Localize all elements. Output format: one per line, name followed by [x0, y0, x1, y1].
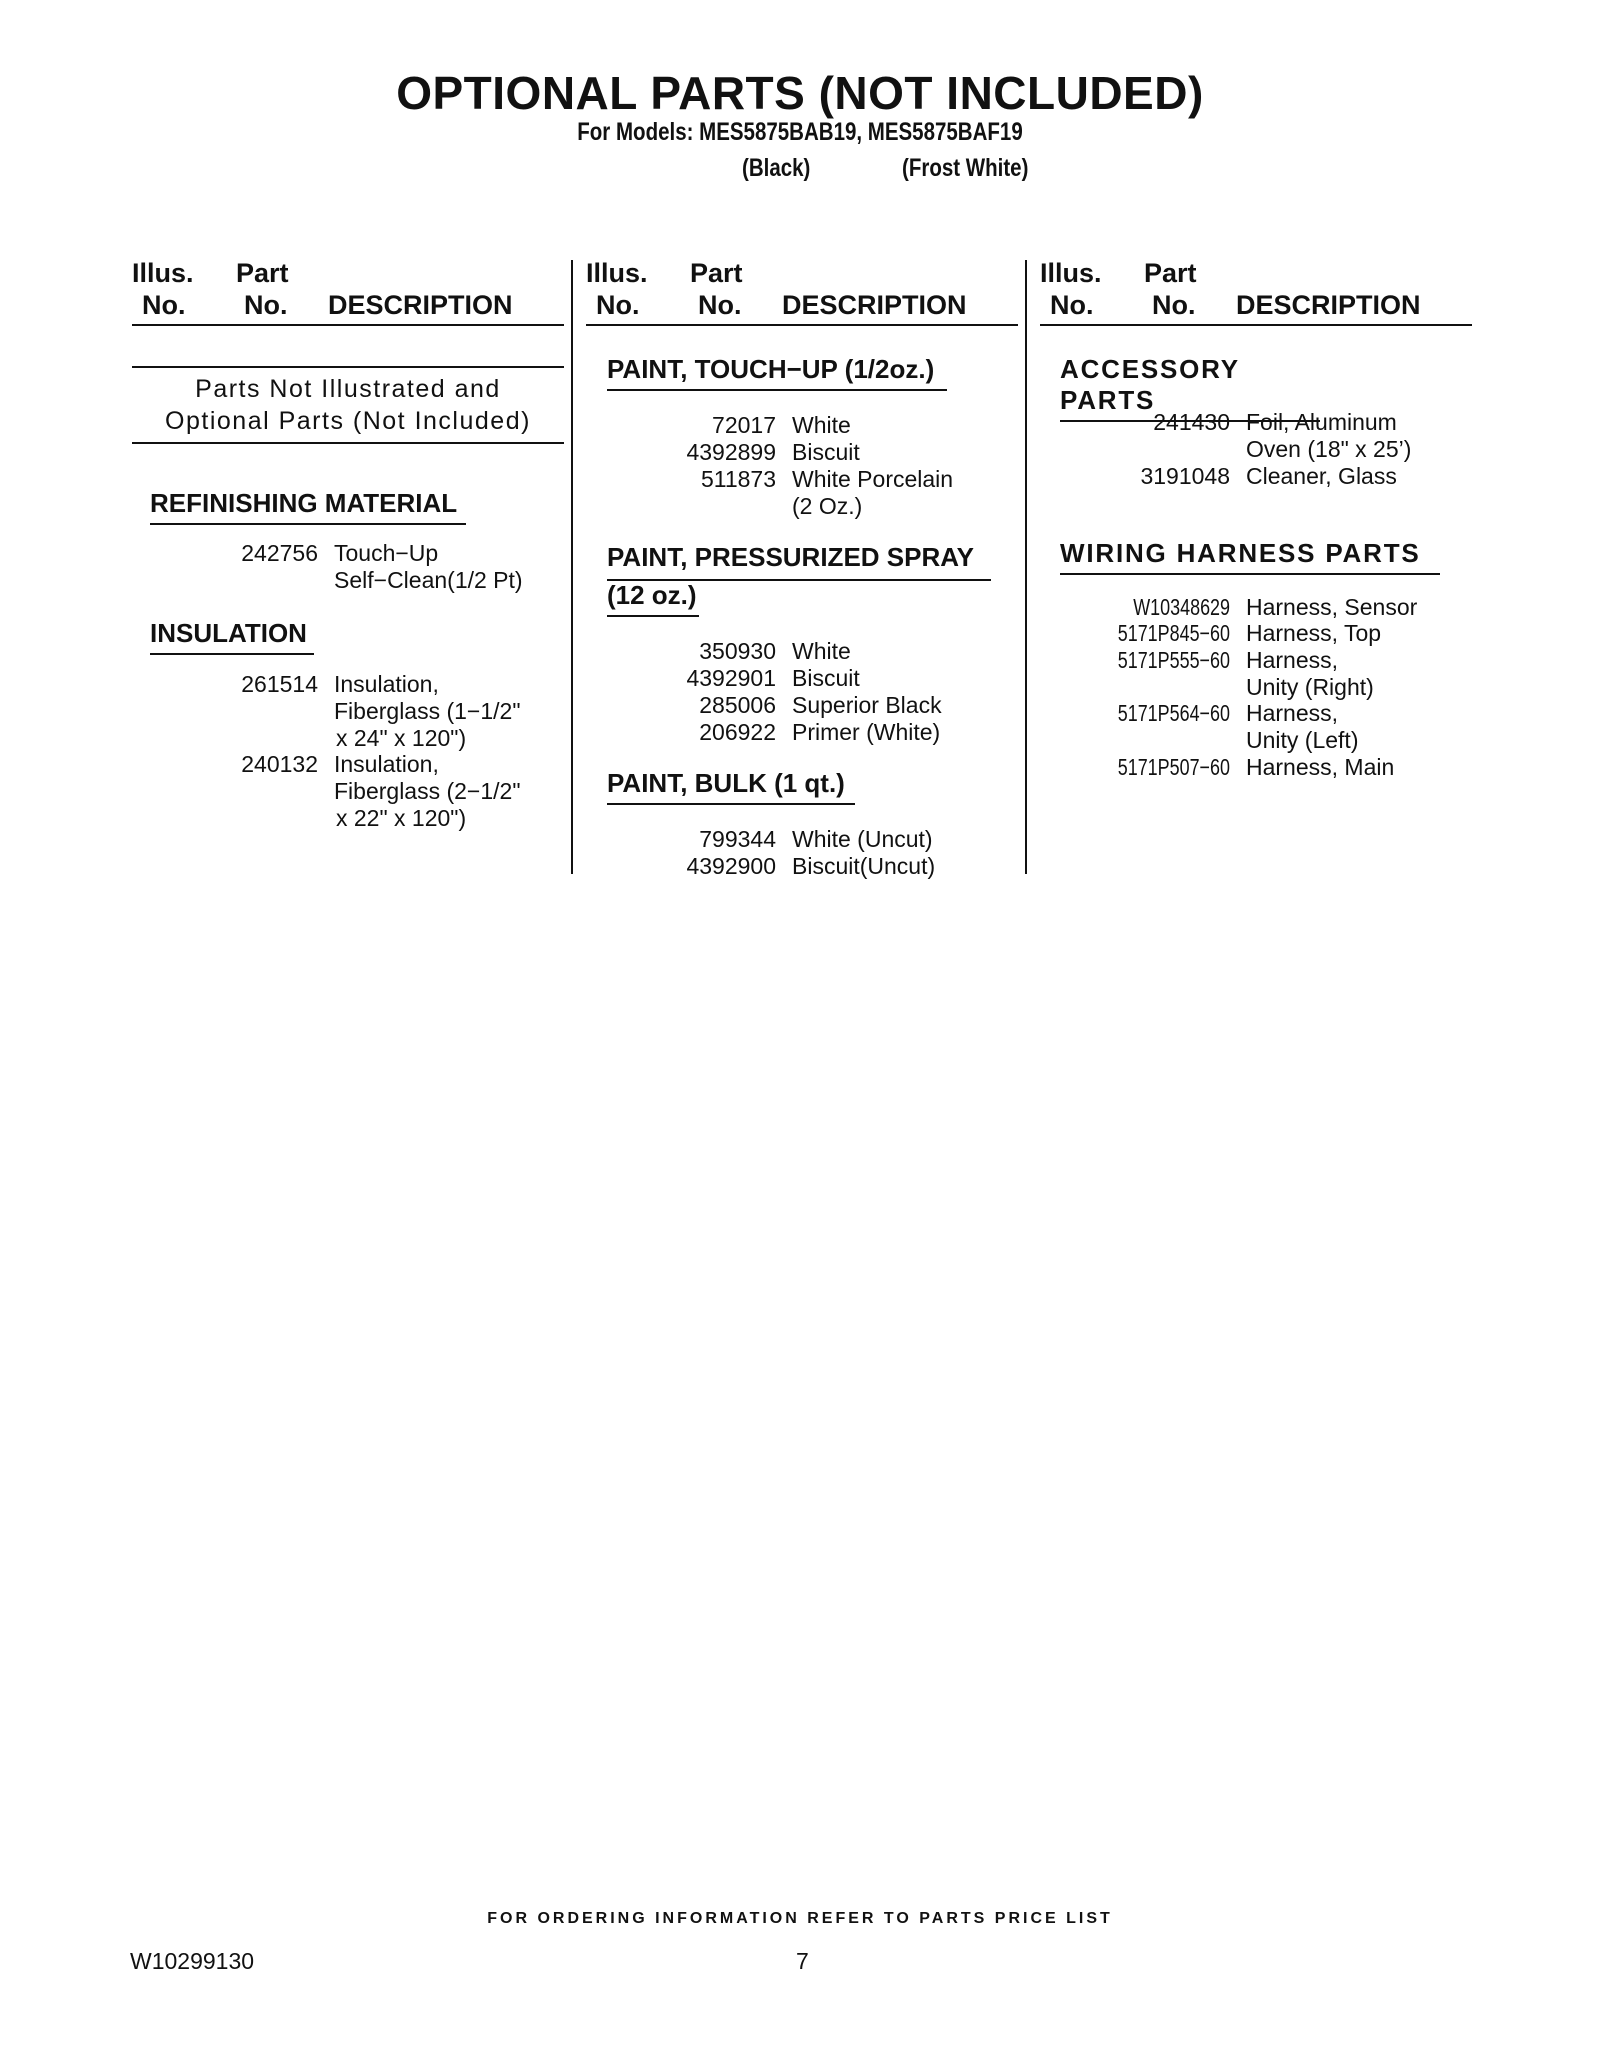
- part-description: Biscuit: [792, 665, 860, 691]
- part-no-label: No.: [244, 290, 288, 320]
- part-description: White: [792, 638, 851, 664]
- part-number: 240132: [241, 751, 318, 777]
- part-description: White (Uncut): [792, 826, 933, 852]
- part-description: Oven (18" x 25’): [1246, 436, 1412, 462]
- description-label: DESCRIPTION: [328, 290, 513, 320]
- part-description: White: [792, 412, 851, 438]
- page-number: 7: [796, 1948, 809, 1974]
- illus-no-label: No.: [142, 290, 186, 320]
- part-number: 3191048: [1140, 463, 1230, 489]
- part-label: Part: [236, 258, 289, 288]
- part-number: 261514: [241, 671, 318, 697]
- part-label: Part: [1144, 258, 1197, 288]
- part-description: Harness,: [1246, 700, 1339, 726]
- column-divider: [1025, 260, 1027, 874]
- part-description: Insulation,: [334, 751, 439, 777]
- part-number: 5171P555−60: [1117, 647, 1230, 673]
- column-divider: [571, 260, 573, 874]
- part-description: Harness,: [1246, 647, 1339, 673]
- note-line-1: Parts Not Illustrated and: [195, 375, 501, 403]
- part-description: Biscuit(Uncut): [792, 853, 936, 879]
- not-illustrated-note: [132, 366, 564, 444]
- part-description: Foil, Aluminum: [1246, 409, 1397, 435]
- part-description: White Porcelain: [792, 466, 954, 492]
- part-number: 242756: [241, 540, 318, 566]
- note-line-2: Optional Parts (Not Included): [165, 407, 531, 435]
- part-description: Harness, Top: [1246, 620, 1382, 646]
- part-description: Harness, Main: [1246, 754, 1395, 780]
- part-description: Fiberglass (1−1/2": [334, 698, 521, 724]
- part-number: 5171P845−60: [1117, 620, 1230, 646]
- section-wiring-harness-parts: WIRING HARNESS PARTS: [1060, 538, 1440, 575]
- part-description: Touch−Up: [334, 540, 439, 566]
- section-refinishing-material: REFINISHING MATERIAL: [150, 488, 466, 525]
- part-label: Part: [690, 258, 743, 288]
- part-number: 5171P507−60: [1117, 754, 1230, 780]
- part-description: Harness, Sensor: [1246, 594, 1418, 620]
- illus-no-label: No.: [596, 290, 640, 320]
- part-description: Superior Black: [792, 692, 942, 718]
- ordering-info: FOR ORDERING INFORMATION REFER TO PARTS PRICE LIST: [487, 1910, 1113, 1927]
- part-description: Unity (Right): [1246, 674, 1374, 700]
- document-number: W10299130: [130, 1948, 255, 1974]
- part-description: x 22" x 120"): [336, 805, 467, 831]
- part-number: 350930: [699, 638, 776, 664]
- part-no-label: No.: [698, 290, 742, 320]
- part-description: Unity (Left): [1246, 727, 1359, 753]
- part-number: 4392900: [686, 853, 776, 879]
- illus-label: Illus.: [132, 258, 194, 288]
- part-no-label: No.: [1152, 290, 1196, 320]
- illus-label: Illus.: [1040, 258, 1102, 288]
- part-number: 5171P564−60: [1117, 700, 1230, 726]
- part-number: W10348629: [1133, 594, 1230, 620]
- description-label: DESCRIPTION: [1236, 290, 1421, 320]
- part-number: 285006: [699, 692, 776, 718]
- description-label: DESCRIPTION: [782, 290, 967, 320]
- part-description: Biscuit: [792, 439, 860, 465]
- part-number: 4392899: [686, 439, 776, 465]
- part-description: Fiberglass (2−1/2": [334, 778, 521, 804]
- page-title: OPTIONAL PARTS (NOT INCLUDED): [396, 67, 1204, 119]
- part-number: 241430: [1153, 409, 1230, 435]
- color-black-label: (Black): [742, 154, 811, 182]
- color-white-label: (Frost White): [902, 154, 1029, 182]
- part-number: 511873: [700, 466, 776, 492]
- part-number: 206922: [699, 719, 776, 745]
- part-description: Self−Clean(1/2 Pt): [334, 567, 523, 593]
- part-description: Cleaner, Glass: [1246, 463, 1397, 489]
- part-number: 72017: [712, 412, 776, 438]
- column-header-1: [132, 258, 564, 326]
- section-paint-pressurized-spray-size: (12 oz.): [607, 580, 699, 617]
- part-number: 799344: [699, 826, 776, 852]
- part-description: Insulation,: [334, 671, 439, 697]
- part-description: Primer (White): [792, 719, 941, 745]
- section-paint-touch-up: PAINT, TOUCH−UP (1/2oz.): [607, 354, 947, 391]
- models-subtitle: For Models: MES5875BAB19, MES5875BAF19: [577, 118, 1023, 146]
- section-paint-pressurized-spray: PAINT, PRESSURIZED SPRAY: [607, 542, 991, 581]
- illus-no-label: No.: [1050, 290, 1094, 320]
- part-number: 4392901: [686, 665, 776, 691]
- part-description: x 24" x 120"): [336, 725, 467, 751]
- column-header-2: [586, 258, 1018, 326]
- column-header-3: [1040, 258, 1472, 326]
- section-paint-bulk: PAINT, BULK (1 qt.): [607, 768, 855, 805]
- part-description: (2 Oz.): [792, 493, 863, 519]
- section-insulation: INSULATION: [150, 618, 314, 655]
- illus-label: Illus.: [586, 258, 648, 288]
- section-accessory-parts: ACCESSORY PARTS: [1060, 354, 1320, 422]
